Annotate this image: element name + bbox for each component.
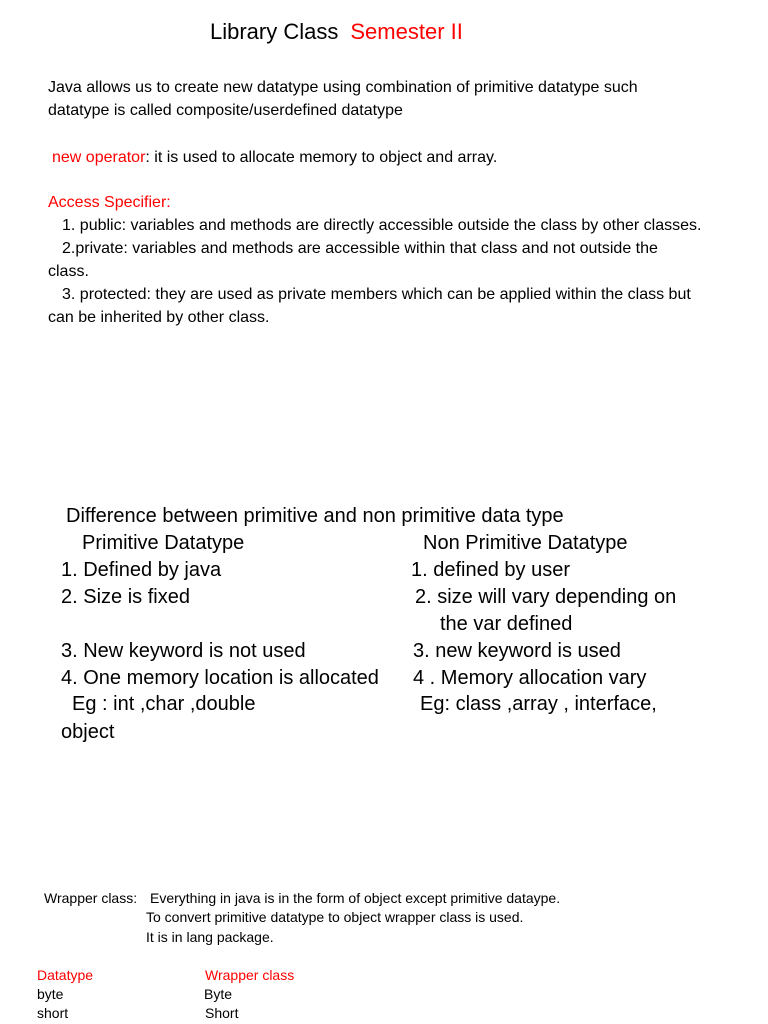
wrapper-line-1: Everything in java is in the form of object except primitive dataype. [150,890,561,906]
table-row-wrapper: Short [205,1005,239,1021]
intro-line-1: Java allows us to create new datatype using combination of primitive datatype such [48,79,638,96]
new-operator-term: new operator [52,149,146,166]
primitive-item-3: 3. New keyword is not used [61,640,306,662]
new-operator-definition: : it is used to allocate memory to object and array. [145,149,498,166]
wrapper-line-2: To convert primitive datatype to object wrapper class is used. [146,909,524,925]
nonprimitive-example: Eg: class ,array , interface, [420,693,657,715]
access-protected-line-cont: can be inherited by other class. [48,309,270,326]
access-public-line: 1. public: variables and methods are directly accessible outside the class by other classes. [62,217,702,234]
table-row-datatype: byte [37,986,64,1002]
wrapper-line-3: It is in lang package. [146,929,274,945]
difference-heading: Difference between primitive and non primitive data type [66,505,564,527]
table-row-wrapper: Byte [204,986,233,1002]
wrapper-column-header: Wrapper class [205,967,295,983]
page-title [210,19,463,45]
nonprimitive-item-2-cont: the var defined [440,613,573,635]
primitive-column-header: Primitive Datatype [82,532,245,554]
wrapper-class-label: Wrapper class: [44,890,138,906]
new-operator-line [52,146,497,169]
nonprimitive-item-1: 1. defined by user [411,559,570,581]
nonprimitive-item-3: 3. new keyword is used [413,640,621,662]
intro-line-2: datatype is called composite/userdefined datatype [48,102,403,119]
primitive-example: Eg : int ,char ,double [72,693,256,715]
nonprimitive-item-2: 2. size will vary depending on [415,586,677,608]
datatype-column-header: Datatype [37,967,94,983]
access-private-line: 2.private: variables and methods are accessible within that class and not outside the [62,240,658,257]
primitive-item-4: 4. One memory location is allocated [61,667,379,689]
table-row-datatype: short [37,1005,69,1021]
nonprimitive-column-header: Non Primitive Datatype [423,532,628,554]
semester-label: Semester II [350,19,463,44]
access-private-line-cont: class. [48,263,89,280]
nonprimitive-item-4: 4 . Memory allocation vary [413,667,647,689]
title-text: Library Class [210,19,339,44]
primitive-item-1: 1. Defined by java [61,559,222,581]
access-specifier-heading: Access Specifier: [48,194,171,211]
access-protected-line: 3. protected: they are used as private members which can be applied within the class but [62,286,691,303]
nonprimitive-example-cont: object [61,721,115,743]
primitive-item-2: 2. Size is fixed [61,586,190,608]
